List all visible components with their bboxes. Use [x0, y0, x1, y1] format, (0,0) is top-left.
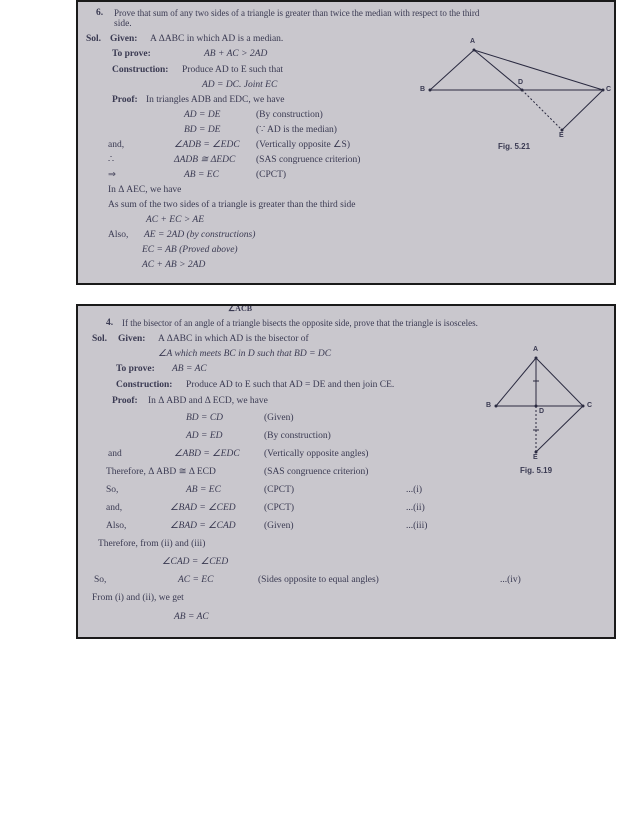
- also-label: Also,: [108, 230, 129, 240]
- label-c: C: [587, 402, 593, 409]
- side-ac: [536, 358, 583, 406]
- label-d: D: [539, 408, 545, 415]
- row-lead: and,: [108, 140, 125, 150]
- construction-label: Construction:: [116, 380, 173, 390]
- textbook-photo-1: [76, 0, 616, 285]
- final-result: AC + AB > 2AD: [142, 260, 206, 270]
- sol-label: Sol.: [86, 34, 102, 44]
- from-text: From (i) and (ii), we get: [92, 593, 184, 603]
- vertex-a: [535, 357, 538, 360]
- construction-text: Produce AD to E such that: [182, 65, 284, 75]
- row-reason: (CPCT): [264, 503, 295, 513]
- row-statement: BD = CD: [186, 413, 224, 423]
- proof-text: In triangles ADB and EDC, we have: [146, 95, 285, 105]
- given-text-cont: ∠A which meets BC in D such that BD = DC: [158, 349, 332, 359]
- label-e: E: [533, 454, 538, 461]
- ec-equation: EC = AB (Proved above): [142, 245, 238, 255]
- proof-text: In Δ ABD and Δ ECD, we have: [148, 396, 268, 406]
- side-ab: [496, 358, 536, 406]
- inequality-1: AC + EC > AE: [146, 215, 205, 225]
- row-statement: BD = DE: [184, 125, 221, 135]
- so-tag: ...(iv): [500, 575, 521, 585]
- vertex-b: [429, 89, 432, 92]
- row-reason: (SAS congruence criterion): [264, 467, 369, 477]
- median-ad: [474, 50, 522, 90]
- row-tag: ...(i): [406, 485, 423, 495]
- question-number: 6.: [96, 8, 104, 18]
- row-statement: ∠BAD = ∠CED: [170, 503, 236, 513]
- label-a: A: [470, 38, 476, 45]
- label-c: C: [606, 86, 612, 93]
- label-e: E: [559, 132, 564, 139]
- to-prove-text: AB = AC: [172, 364, 207, 374]
- extension-de: [522, 90, 562, 130]
- row-reason: (By construction): [264, 431, 331, 441]
- row-lead: ⇒: [108, 170, 116, 180]
- figure-caption: Fig. 5.19: [520, 466, 553, 475]
- to-prove-text: AB + AC > 2AD: [204, 49, 268, 59]
- given-text: A ΔABC in which AD is a median.: [150, 34, 284, 44]
- label-a: A: [533, 346, 539, 353]
- row-statement: AB = EC: [186, 485, 221, 495]
- textbook-photo-2: [76, 304, 616, 639]
- construction-text: Produce AD to E such that AD = DE and then join CE.: [186, 380, 395, 390]
- vertex-a: [473, 49, 476, 52]
- so-statement: AC = EC: [178, 575, 214, 585]
- label-d: D: [518, 79, 524, 86]
- side-ec: [562, 90, 603, 130]
- row-lead: and,: [106, 503, 123, 513]
- row-reason: (CPCT): [256, 170, 287, 180]
- given-label: Given:: [118, 334, 146, 344]
- row-reason: (Given): [264, 413, 294, 423]
- construction-eq: AD = DC. Joint EC: [202, 80, 278, 90]
- row-statement: AD = ED: [186, 431, 223, 441]
- row-reason: (Given): [264, 521, 294, 531]
- row-reason: (SAS congruence criterion): [256, 155, 361, 165]
- to-prove-label: To prove:: [112, 49, 151, 59]
- so-label: So,: [94, 575, 107, 585]
- vertex-c: [582, 405, 585, 408]
- vertex-c: [602, 89, 605, 92]
- row-statement: ∠BAD = ∠CAD: [170, 521, 236, 531]
- label-b: B: [420, 86, 426, 93]
- row-statement: ∠ABD = ∠EDC: [174, 449, 240, 459]
- cut-off-text: ∠ACB: [228, 304, 253, 313]
- therefore-text: Therefore, from (ii) and (iii): [98, 539, 206, 549]
- triangle-inequality-text: As sum of the two sides of a triangle is greater than the third side: [108, 200, 356, 210]
- row-lead: So,: [106, 485, 119, 495]
- row-lead: Therefore, Δ ABD ≅ Δ ECD: [106, 467, 216, 477]
- triangle-figure-5-21: [78, 2, 616, 285]
- cad-equation: ∠CAD = ∠CED: [162, 557, 229, 567]
- vertex-d: [535, 405, 538, 408]
- question-text: Prove that sum of any two sides of a triangle is greater than twice the median with respect to the third: [114, 8, 480, 18]
- proof-label: Proof:: [112, 396, 138, 406]
- vertex-d: [521, 89, 524, 92]
- side-ab: [430, 50, 474, 90]
- in-aec-text: In Δ AEC, we have: [108, 185, 182, 195]
- row-reason: (CPCT): [264, 485, 295, 495]
- row-lead: ∴: [108, 155, 115, 165]
- to-prove-label: To prove:: [116, 364, 155, 374]
- row-reason: (∵ AD is the median): [256, 125, 337, 135]
- row-statement: AB = EC: [184, 170, 219, 180]
- vertex-b: [495, 405, 498, 408]
- so-reason: (Sides opposite to equal angles): [258, 575, 379, 585]
- final-result: AB = AC: [174, 612, 209, 622]
- construction-label: Construction:: [112, 65, 169, 75]
- row-lead: Also,: [106, 521, 127, 531]
- row-statement: AD = DE: [184, 110, 221, 120]
- row-lead: and: [108, 449, 122, 459]
- row-reason: (By construction): [256, 110, 323, 120]
- figure-caption: Fig. 5.21: [498, 142, 531, 151]
- label-b: B: [486, 402, 492, 409]
- proof-label: Proof:: [112, 95, 138, 105]
- question-text: If the bisector of an angle of a triangle bisects the opposite side, prove that the triangle is isosceles.: [122, 318, 478, 328]
- row-reason: (Vertically opposite ∠S): [256, 140, 350, 150]
- row-tag: ...(iii): [406, 521, 428, 531]
- side-ac: [474, 50, 603, 90]
- question-number: 4.: [106, 318, 114, 328]
- given-label: Given:: [110, 34, 138, 44]
- row-statement: ΔADB ≅ ΔEDC: [174, 155, 236, 165]
- given-text: A ΔABC in which AD is the bisector of: [158, 334, 309, 344]
- row-tag: ...(ii): [406, 503, 425, 513]
- row-statement: ∠ADB = ∠EDC: [174, 140, 240, 150]
- ae-equation: AE = 2AD (by constructions): [144, 230, 256, 240]
- sol-label: Sol.: [92, 334, 108, 344]
- row-reason: (Vertically opposite angles): [264, 449, 369, 459]
- question-text-cont: side.: [114, 19, 132, 29]
